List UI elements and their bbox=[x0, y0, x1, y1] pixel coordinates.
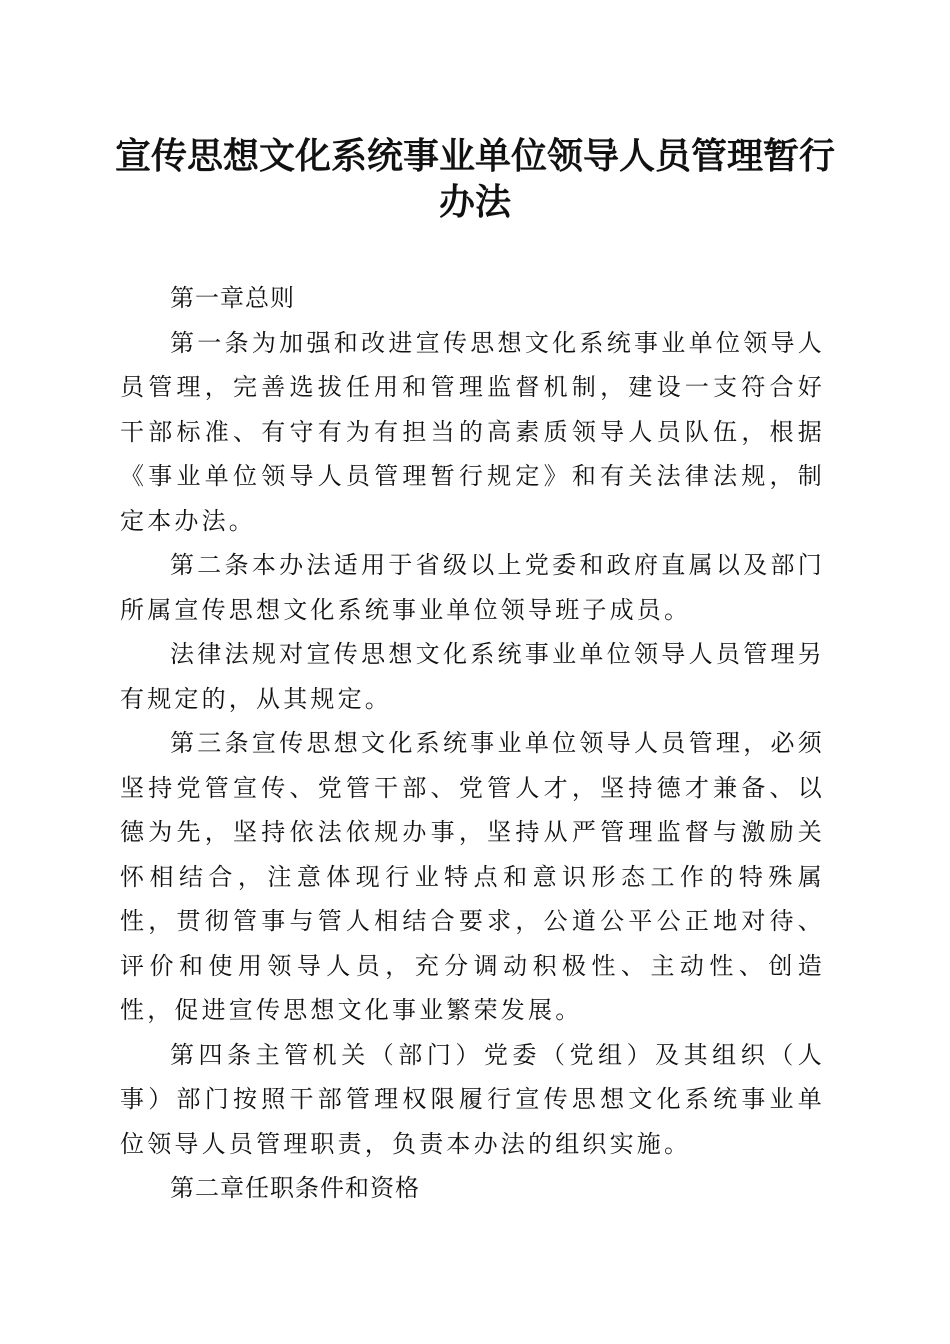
article-3: 第三条宣传思想文化系统事业单位领导人员管理，必须坚持党管宣传、党管干部、党管人才，坚持德才兼备、以德为先，坚持依法依规办事，坚持从严管理监督与激励关怀相结合，注意体现行业特点和意识形态工作的特殊属性，贯彻管事与管人相结合要求，公道公平公正地对待、评价和使用领导人员，充分调动积极性、主动性、创造性，促进宣传思想文化事业繁荣发展。 bbox=[120, 729, 825, 1024]
chapter-heading-2: 第二章任职条件和资格 bbox=[170, 1174, 420, 1202]
article-4: 第四条主管机关（部门）党委（党组）及其组织（人事）部门按照干部管理权限履行宣传思想文化系统事业单位领导人员管理职责，负责本办法的组织实施。 bbox=[120, 1040, 825, 1158]
chapter-heading-1: 第一章总则 bbox=[170, 284, 295, 312]
article-1: 第一条为加强和改进宣传思想文化系统事业单位领导人员管理，完善选拔任用和管理监督机制，建设一支符合好干部标准、有守有为有担当的高素质领导人员队伍，根据《事业单位领导人员管理暂行规定》和有关法律法规，制定本办法。 bbox=[120, 328, 825, 535]
document-title: 宣传思想文化系统事业单位领导人员管理暂行办法 bbox=[114, 135, 835, 223]
article-2: 第二条本办法适用于省级以上党委和政府直属以及部门所属宣传思想文化系统事业单位领导班子成员。 bbox=[120, 551, 825, 624]
article-2-note: 法律法规对宣传思想文化系统事业单位领导人员管理另有规定的，从其规定。 bbox=[120, 640, 825, 713]
document-body bbox=[120, 276, 825, 1211]
